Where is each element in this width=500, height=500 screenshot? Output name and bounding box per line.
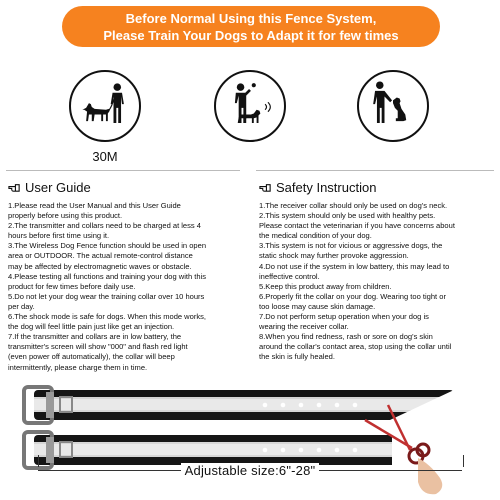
pointing-hand-icon [8,181,21,194]
list-item: 7.Do not perform setup operation when your dog is [259,312,429,322]
list-item: 3.The Wireless Dog Fence function should be used in open [8,241,207,251]
list-item: 4.Do not use if the system in low battery, this may lead to [259,261,450,271]
list-item: 4.Please testing all functions and training your dog with this [8,271,207,281]
list-item: ineffective control. [259,271,320,281]
safety-header [259,178,494,196]
list-item: 5.Do not let your dog wear the training collar over 10 hours [8,291,205,301]
list-item: 7.If the transmitter and collars are in low battery, the [8,332,182,342]
list-item: intermittently, please charge them in time. [8,362,148,372]
list-item: 8.When you find redness, rash or sore on dog's skin [259,332,433,342]
list-item: the dog will feel little pain just like get an injection. [8,322,175,332]
list-item: 6.The shock mode is safe for dogs. When this mode works, [8,312,206,322]
list-item: 1.The receiver collar should only be used on dog's neck. [259,201,448,210]
safety-list [259,201,494,363]
user-guide-list [8,201,243,373]
list-item: may be affected by electromagnetic waves or obstacle. [8,261,192,271]
list-item: product for few times before daily use. [8,281,136,291]
list-item: 1.Please read the User Manual and this User Guide [8,201,181,210]
list-item: around the collar's contact area, stop using the collar until [259,342,452,352]
safety-instruction-section [259,178,494,363]
user-guide-header [8,178,243,196]
list-item: (even power off automatically), the collar will beep [8,352,175,362]
list-item: transmitter's screen will show "000" and flash red light [8,342,188,352]
collar-strap-top [24,387,454,423]
list-item: 5.Keep this product away from children. [259,281,392,291]
banner-line-1: Before Normal Using this Fence System, [125,10,377,26]
person-throwing-ball-to-dog-icon [214,70,286,142]
list-item: the medical condition of your dog. [259,231,372,241]
distance-label: 30M [92,149,118,164]
person-petting-sitting-dog-icon [357,70,429,142]
list-item: per day. [8,301,35,311]
title-banner [62,6,440,47]
list-item: 2.The transmitter and collars need to be charged at less 4 [8,221,201,231]
list-item: hours before first time using it. [8,231,110,241]
list-item: 6.Properly fit the collar on your dog. Wearing too tight or [259,291,446,301]
left-divider [6,170,240,171]
list-item: properly before using this product. [8,211,123,221]
list-item: 3.This system is not for vicious or aggressive dogs, the [259,241,443,251]
list-item: 2.This system should only be used with healthy pets. [259,211,436,221]
list-item: wearing the receiver collar. [259,322,349,332]
collar-illustration [0,380,500,500]
user-guide-section [8,178,243,373]
banner-line-2: Please Train Your Dogs to Adapt it for few times [103,27,399,43]
user-guide-title: User Guide [25,179,91,195]
safety-title: Safety Instruction [276,179,377,195]
adjustable-size-label [0,462,500,480]
right-divider [256,170,494,171]
list-item: Please contact the veterinarian if you have concerns about [259,221,455,231]
list-item: too loose may cause skin damage. [259,301,376,311]
person-with-dog-icon [69,70,141,142]
list-item: the skin is fully healed. [259,352,335,362]
list-item: static shock may further provoke aggression. [259,251,409,261]
list-item: area or OUTDOOR. The actual remote-control distance [8,251,193,261]
pointing-hand-icon [259,181,272,194]
adjustable-size-text: Adjustable size:6"-28" [181,463,320,478]
